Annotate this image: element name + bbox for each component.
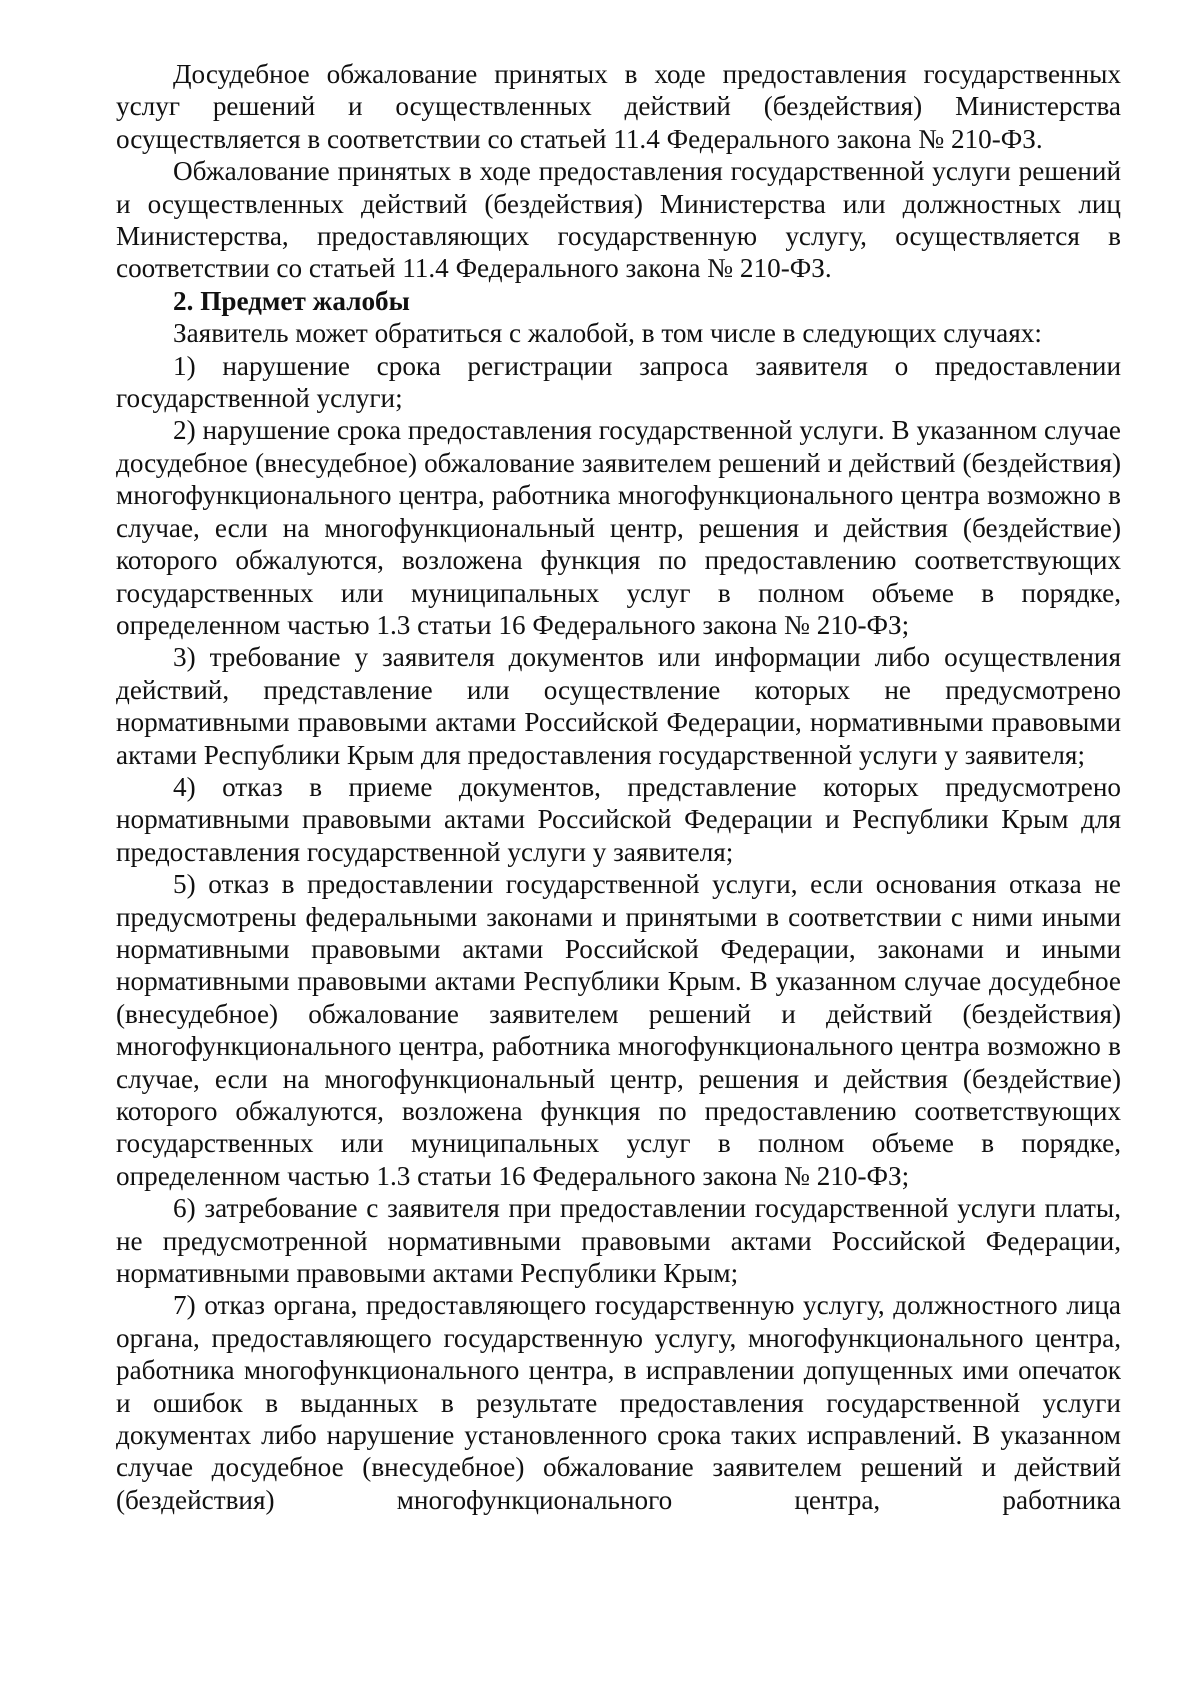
section-intro: Заявитель может обратиться с жалобой, в том числе в следующих случаях: [173,318,1042,349]
list-item-3: 3) требование у заявителя документов или информации либо осуществления действий, представление или осуществление которых не предусмотрено нормативными правовыми актами Российской Федерации, нормативными правовыми актами Республики Крым для предоставления государственной услуги у заявителя; [116,642,1121,770]
paragraph-pretrial-appeal: Досудебное обжалование принятых в ходе предоставления государственных услуг решений и осуществленных действий (бездействия) Министерства осуществляется в соответствии со статьей 11.4 Федерального закона № 210-ФЗ. [116,59,1121,154]
list-item-7: 7) отказ органа, предоставляющего государственную услугу, должностного лица органа, предоставляющего государственную услугу, многофункционального центра, работника многофункционального центра, в исправлении допущенных ими опечаток и ошибок в выданных в результате предоставления государственной услуги документах либо нарушение установленного срока таких исправлений. В указанном случае досудебное (внесудебное) обжалование заявителем решений и действий (бездействия) многофункционального центра, работника [116,1290,1121,1515]
list-item-2: 2) нарушение срока предоставления государственной услуги. В указанном случае досудебное (внесудебное) обжалование заявителем решений и действий (бездействия) многофункционального центра, работника многофункционального центра возможно в случае, если на многофункциональный центр, решения и действия (бездействие) которого обжалуются, возложена функция по предоставлению соответствующих государственных или муниципальных услуг в полном объеме в порядке, определенном частью 1.3 статьи 16 Федерального закона № 210-ФЗ; [116,415,1121,640]
paragraph-appeal-officials: Обжалование принятых в ходе предоставления государственной услуги решений и осуществленных действий (бездействия) Министерства или должностных лиц Министерства, предоставляющих государственную услугу, осуществляется в соответствии со статьей 11.4 Федерального закона № 210-ФЗ. [116,156,1121,284]
list-item-1: 1) нарушение срока регистрации запроса заявителя о предоставлении государственной услуги; [116,350,1121,414]
section-heading: 2. Предмет жалобы [173,285,410,316]
list-item-4: 4) отказ в приеме документов, представление которых предусмотрено нормативными правовыми актами Российской Федерации и Республики Крым для предоставления государственной услуги у заявителя; [116,771,1121,867]
list-item-6: 6) затребование с заявителя при предоставлении государственной услуги платы, не предусмотренной нормативными правовыми актами Российской Федерации, нормативными правовыми актами Республики Крым; [116,1193,1121,1289]
list-item-5: 5) отказ в предоставлении государственной услуги, если основания отказа не предусмотрены федеральными законами и принятыми в соответствии с ними иными нормативными правовыми актами Российской Федерации, законами и иными нормативными правовыми актами Республики Крым. В указанном случае досудебное (внесудебное) обжалование заявителем решений и действий (бездействия) многофункционального центра, работника многофункционального центра возможно в случае, если на многофункциональный центр, решения и действия (бездействие) которого обжалуются, возложена функция по предоставлению соответствующих государственных или муниципальных услуг в полном объеме в порядке, определенном частью 1.3 статьи 16 Федерального закона № 210-ФЗ; [116,869,1121,1191]
